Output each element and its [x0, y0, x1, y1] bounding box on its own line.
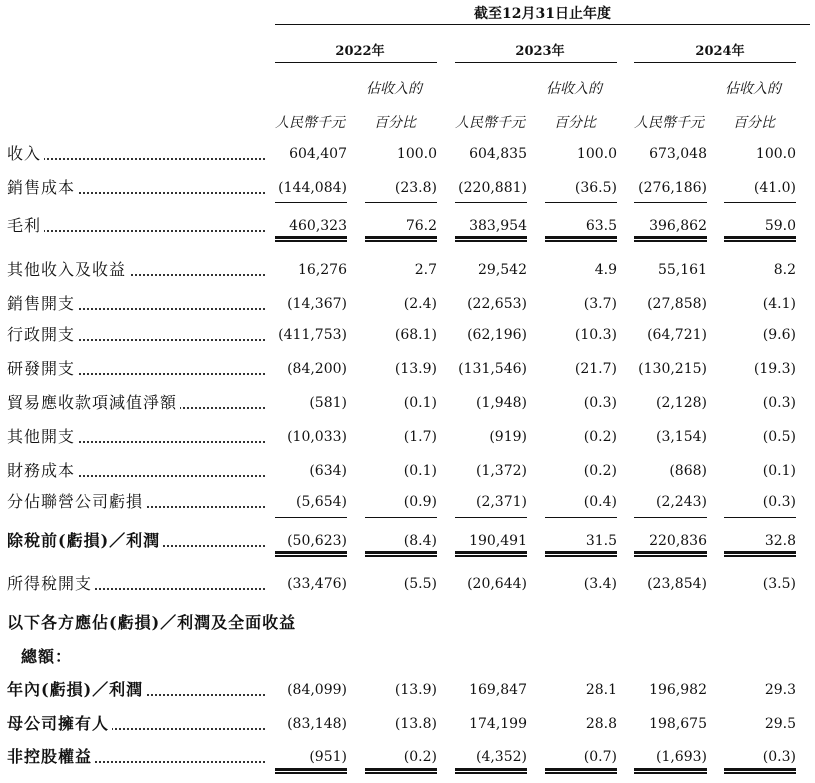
year-2022: 2022年	[335, 44, 385, 59]
row-value-col3: 190,491	[469, 533, 527, 549]
row-value-col3: (4,352)	[475, 749, 527, 765]
col-unit-5: 人民幣千元	[634, 115, 704, 131]
table-row	[0, 572, 815, 596]
col-unit-2: 百分比	[374, 115, 416, 131]
single-underline	[365, 202, 437, 203]
row-value-col4: (0.7)	[583, 749, 617, 765]
row-label: 年內(虧損)／利潤	[7, 680, 146, 699]
row-value-col5: (276,186)	[638, 180, 707, 196]
row-value-col3: (22,653)	[467, 296, 527, 312]
row-label-cell	[7, 572, 265, 596]
table-row	[0, 292, 815, 316]
row-label-cell	[7, 529, 265, 553]
table-row	[0, 357, 815, 381]
row-label-cell	[7, 645, 265, 669]
table-row	[0, 425, 815, 449]
row-label: 非控股權益	[7, 747, 95, 766]
row-value-col3: (919)	[489, 429, 527, 445]
row-value-col5: 198,675	[649, 716, 707, 732]
row-label: 銷售成本	[7, 178, 78, 197]
row-value-col4: 4.9	[594, 262, 617, 278]
row-value-col2: (13.8)	[394, 716, 437, 732]
row-value-col4: (10.3)	[574, 327, 617, 343]
year-rule-2023	[455, 62, 617, 63]
row-label-cell	[7, 176, 265, 200]
row-value-col6: (0.3)	[762, 395, 796, 411]
row-value-col2: 2.7	[414, 262, 437, 278]
row-value-col4: 100.0	[576, 146, 617, 162]
row-value-col2: (23.8)	[394, 180, 437, 196]
row-value-col3: 29,542	[478, 262, 527, 278]
col-unit-3: 人民幣千元	[455, 115, 525, 131]
double-underline	[365, 236, 437, 242]
row-value-col5: 673,048	[649, 146, 707, 162]
col-top-4: 佔收入的	[546, 81, 602, 97]
row-value-col1: (84,200)	[287, 361, 347, 377]
row-value-col5: (2,128)	[655, 395, 707, 411]
row-value-col4: 31.5	[585, 533, 617, 549]
row-label-cell	[7, 292, 265, 316]
row-label: 毛利	[7, 216, 44, 235]
row-value-col1: 16,276	[298, 262, 347, 278]
single-underline	[455, 202, 527, 203]
col-top-6: 佔收入的	[725, 81, 781, 97]
row-value-col1: (10,033)	[287, 429, 347, 445]
dot-leader	[7, 158, 265, 160]
row-value-col2: (5.5)	[403, 576, 437, 592]
row-label: 貿易應收款項減值淨額	[7, 393, 180, 412]
row-value-col6: (19.3)	[753, 361, 796, 377]
row-value-col3: (20,644)	[467, 576, 527, 592]
table-row	[0, 490, 815, 514]
row-value-col5: (64,721)	[647, 327, 707, 343]
row-value-col6: 32.8	[764, 533, 796, 549]
double-underline	[455, 768, 527, 774]
double-underline	[634, 236, 707, 242]
row-value-col1: (84,099)	[287, 682, 347, 698]
row-value-col5: (27,858)	[647, 296, 707, 312]
single-underline	[275, 517, 347, 518]
single-underline	[365, 517, 437, 518]
row-value-col6: 8.2	[773, 262, 796, 278]
double-underline	[634, 551, 707, 557]
row-value-col5: (2,243)	[655, 494, 707, 510]
double-underline	[365, 768, 437, 774]
row-value-col4: (0.3)	[583, 395, 617, 411]
table-row	[0, 678, 815, 702]
double-underline	[634, 768, 707, 774]
row-value-col1: (581)	[309, 395, 347, 411]
row-value-col5: 396,862	[649, 218, 707, 234]
double-underline	[724, 551, 796, 557]
row-value-col3: (1,372)	[475, 463, 527, 479]
row-label-cell	[7, 323, 265, 347]
single-underline	[634, 202, 707, 203]
row-value-col2: (1.7)	[403, 429, 437, 445]
row-value-col1: (411,753)	[278, 327, 347, 343]
double-underline	[275, 236, 347, 242]
row-value-col5: (1,693)	[655, 749, 707, 765]
row-value-col2: (0.1)	[403, 463, 437, 479]
row-label-cell	[7, 425, 265, 449]
double-underline	[275, 768, 347, 774]
row-label: 所得稅開支	[7, 574, 95, 593]
row-value-col3: (62,196)	[467, 327, 527, 343]
row-value-col2: (2.4)	[403, 296, 437, 312]
row-value-col2: 100.0	[396, 146, 437, 162]
double-underline	[545, 236, 617, 242]
table-row	[0, 142, 815, 166]
row-value-col6: (41.0)	[753, 180, 796, 196]
single-underline	[724, 202, 796, 203]
col-top-2: 佔收入的	[366, 81, 422, 97]
col-unit-6: 百分比	[733, 115, 775, 131]
row-value-col6: 59.0	[764, 218, 796, 234]
table-row	[0, 459, 815, 483]
row-label: 母公司擁有人	[7, 714, 112, 733]
single-underline	[275, 202, 347, 203]
row-label-cell	[7, 611, 297, 635]
double-underline	[455, 551, 527, 557]
double-underline	[724, 768, 796, 774]
row-value-col4: (3.7)	[583, 296, 617, 312]
single-underline	[455, 517, 527, 518]
row-value-col2: (0.2)	[403, 749, 437, 765]
row-label-cell	[7, 490, 265, 514]
row-value-col1: (5,654)	[295, 494, 347, 510]
double-underline	[545, 768, 617, 774]
row-value-col2: (13.9)	[394, 682, 437, 698]
row-label-cell	[7, 391, 265, 415]
single-underline	[545, 202, 617, 203]
row-label: 以下各方應佔(虧損)／利潤及全面收益	[7, 613, 299, 632]
row-value-col4: (0.2)	[583, 463, 617, 479]
row-label-cell	[7, 678, 265, 702]
row-label: 財務成本	[7, 461, 78, 480]
row-value-col5: 220,836	[649, 533, 707, 549]
single-underline	[545, 517, 617, 518]
row-value-col4: 28.1	[585, 682, 617, 698]
row-value-col3: 169,847	[469, 682, 527, 698]
row-label: 除稅前(虧損)／利潤	[7, 531, 163, 550]
row-value-col1: (144,084)	[278, 180, 347, 196]
row-label-cell	[7, 357, 265, 381]
table-row	[0, 745, 815, 769]
row-label: 收入	[7, 144, 44, 163]
row-label-cell	[7, 459, 265, 483]
table-row	[0, 529, 815, 553]
row-value-col6: 100.0	[755, 146, 796, 162]
row-label: 其他開支	[7, 427, 78, 446]
table-row	[0, 323, 815, 347]
period-header: 截至12月31日止年度	[474, 6, 611, 22]
row-value-col4: (3.4)	[583, 576, 617, 592]
single-underline	[724, 517, 796, 518]
row-label-cell	[7, 258, 265, 282]
row-value-col4: (21.7)	[574, 361, 617, 377]
table-row	[0, 391, 815, 415]
row-value-col1: (50,623)	[287, 533, 347, 549]
row-label: 行政開支	[7, 325, 78, 344]
row-value-col6: (9.6)	[762, 327, 796, 343]
row-value-col3: (2,371)	[475, 494, 527, 510]
row-value-col5: (130,215)	[638, 361, 707, 377]
row-value-col4: (0.2)	[583, 429, 617, 445]
row-label-cell	[7, 214, 265, 238]
table-row	[0, 712, 815, 736]
row-value-col6: 29.5	[764, 716, 796, 732]
year-2024: 2024年	[695, 44, 745, 59]
row-value-col5: (3,154)	[655, 429, 707, 445]
row-value-col3: 604,835	[469, 146, 527, 162]
row-value-col2: (0.1)	[403, 395, 437, 411]
row-value-col4: (0.4)	[583, 494, 617, 510]
year-2023: 2023年	[515, 44, 565, 59]
table-row	[0, 645, 815, 669]
row-label: 分佔聯營公司虧損	[7, 492, 146, 511]
double-underline	[365, 551, 437, 557]
row-value-col6: (0.5)	[762, 429, 796, 445]
table-row	[0, 214, 815, 238]
row-value-col5: (868)	[669, 463, 707, 479]
row-label-cell	[7, 745, 265, 769]
row-value-col6: (0.3)	[762, 494, 796, 510]
row-value-col1: 460,323	[289, 218, 347, 234]
row-value-col3: 174,199	[469, 716, 527, 732]
row-value-col2: 76.2	[405, 218, 437, 234]
row-value-col6: (4.1)	[762, 296, 796, 312]
single-underline	[634, 517, 707, 518]
table-row	[0, 258, 815, 282]
col-unit-4: 百分比	[554, 115, 596, 131]
row-label: 銷售開支	[7, 294, 78, 313]
table-row	[0, 611, 815, 635]
double-underline	[275, 551, 347, 557]
row-value-col2: (13.9)	[394, 361, 437, 377]
row-value-col5: (23,854)	[647, 576, 707, 592]
row-value-col6: (3.5)	[762, 576, 796, 592]
dot-leader	[7, 230, 265, 232]
row-label-cell	[7, 142, 265, 166]
double-underline	[724, 236, 796, 242]
double-underline	[455, 236, 527, 242]
row-value-col1: (83,148)	[287, 716, 347, 732]
header-rule	[275, 24, 810, 25]
row-value-col5: 196,982	[649, 682, 707, 698]
year-rule-2024	[634, 62, 796, 63]
row-value-col2: (8.4)	[403, 533, 437, 549]
row-value-col1: 604,407	[289, 146, 347, 162]
table-row	[0, 176, 815, 200]
row-value-col6: (0.3)	[762, 749, 796, 765]
row-value-col4: (36.5)	[574, 180, 617, 196]
row-value-col1: (951)	[309, 749, 347, 765]
double-underline	[545, 551, 617, 557]
row-value-col2: (68.1)	[394, 327, 437, 343]
row-value-col5: 55,161	[658, 262, 707, 278]
row-value-col6: 29.3	[764, 682, 796, 698]
row-label: 其他收入及收益	[7, 260, 129, 279]
row-value-col1: (14,367)	[287, 296, 347, 312]
row-value-col6: (0.1)	[762, 463, 796, 479]
row-value-col1: (634)	[309, 463, 347, 479]
row-label: 總額：	[21, 647, 75, 666]
year-rule-2022	[275, 62, 437, 63]
row-value-col3: (1,948)	[475, 395, 527, 411]
row-value-col3: (131,546)	[458, 361, 527, 377]
row-value-col1: (33,476)	[287, 576, 347, 592]
col-unit-1: 人民幣千元	[275, 115, 345, 131]
row-value-col2: (0.9)	[403, 494, 437, 510]
row-label: 研發開支	[7, 359, 78, 378]
row-value-col4: 63.5	[585, 218, 617, 234]
row-value-col3: 383,954	[469, 218, 527, 234]
row-label-cell	[7, 712, 265, 736]
row-value-col3: (220,881)	[458, 180, 527, 196]
row-value-col4: 28.8	[585, 716, 617, 732]
